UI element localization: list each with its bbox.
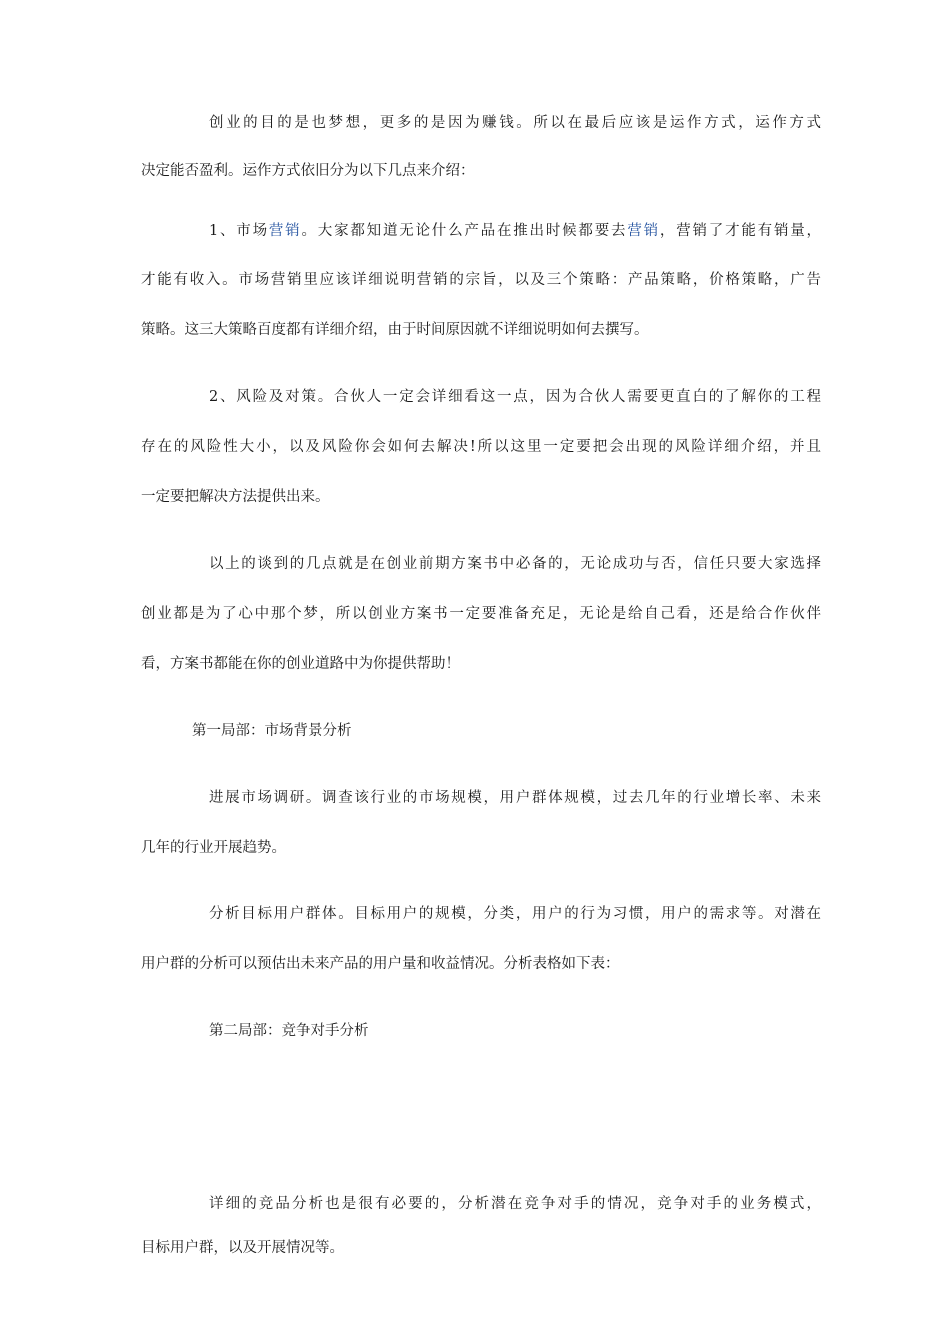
paragraph-7-line-2: 目标用户群，以及开展情况等。 xyxy=(141,1240,344,1256)
paragraph-1-line-1: 创业的目的是也梦想，更多的是因为赚钱。所以在最后应该是运作方式，运作方式 xyxy=(209,115,821,131)
paragraph-3-line-2: 存在的风险性大小，以及风险你会如何去解决!所以这里一定要把会出现的风险详细介绍，并且 xyxy=(141,439,821,455)
paragraph-6-line-2: 用户群的分析可以预估出未来产品的用户量和收益情况。分析表格如下表： xyxy=(141,956,620,972)
paragraph-5-line-1: 进展市场调研。调查该行业的市场规模，用户群体规模，过去几年的行业增长率、未来 xyxy=(209,790,821,806)
paragraph-3-line-3: 一定要把解决方法提供出来。 xyxy=(141,489,330,505)
paragraph-4-line-1: 以上的谈到的几点就是在创业前期方案书中必备的，无论成功与否，信任只要大家选择 xyxy=(209,556,821,572)
paragraph-1-line-2: 决定能否盈利。运作方式依旧分为以下几点来介绍： xyxy=(141,163,475,179)
paragraph-4-line-2: 创业都是为了心中那个梦，所以创业方案书一定要准备充足，无论是给自己看，还是给合作伙伴 xyxy=(141,606,821,622)
paragraph-5-line-2: 几年的行业开展趋势。 xyxy=(141,840,286,856)
paragraph-4-line-3: 看，方案书都能在你的创业道路中为你提供帮助！ xyxy=(141,656,460,672)
paragraph-2-text-a: 1、市场 xyxy=(209,223,269,239)
paragraph-3-line-1: 2、风险及对策。合伙人一定会详细看这一点，因为合伙人需要更直白的了解你的工程 xyxy=(209,389,821,405)
paragraph-6-line-1: 分析目标用户群体。目标用户的规模，分类，用户的行为习惯，用户的需求等。对潜在 xyxy=(209,906,821,922)
paragraph-2-line-2: 才能有收入。市场营销里应该详细说明营销的宗旨，以及三个策略：产品策略，价格策略，广告 xyxy=(141,272,821,288)
paragraph-2-line-1 xyxy=(141,221,821,241)
paragraph-2-line-3: 策略。这三大策略百度都有详细介绍，由于时间原因就不详细说明如何去撰写。 xyxy=(141,322,649,338)
paragraph-2-text-c: ，营销了才能有销量， xyxy=(659,223,822,239)
section-heading-1: 第一局部：市场背景分析 xyxy=(192,723,352,739)
marketing-link-1[interactable]: 营销 xyxy=(268,223,302,239)
section-heading-2: 第二局部：竞争对手分析 xyxy=(209,1023,369,1039)
paragraph-2-text-b: 。大家都知道无论什么产品在推出时候都要去 xyxy=(301,223,628,239)
marketing-link-2[interactable]: 营销 xyxy=(627,223,660,239)
paragraph-7-line-1: 详细的竞品分析也是很有必要的，分析潜在竞争对手的情况，竞争对手的业务模式， xyxy=(209,1196,821,1212)
